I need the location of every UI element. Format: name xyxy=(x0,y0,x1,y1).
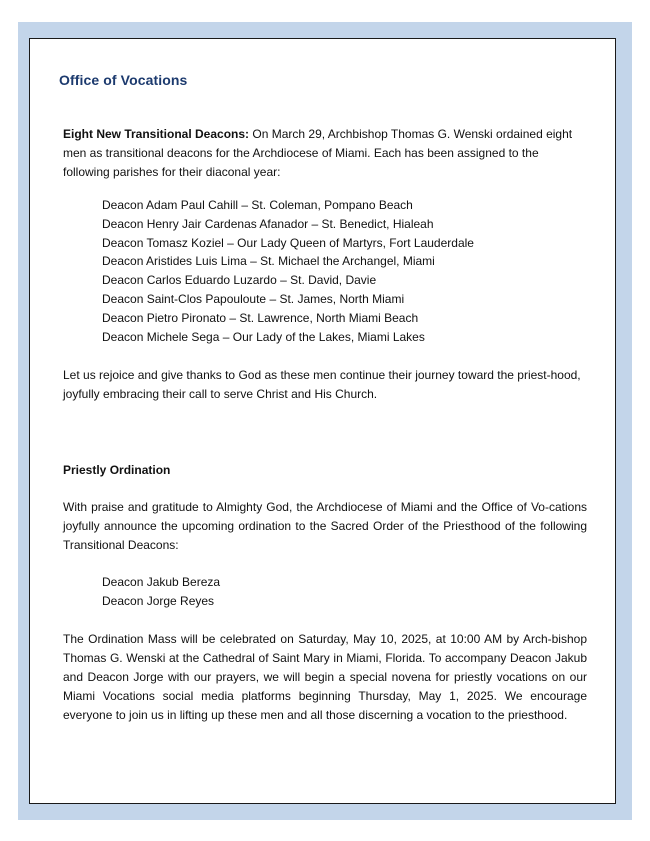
list-item: Deacon Saint-Clos Papouloute – St. James, North Miami xyxy=(102,291,405,306)
list-item: Deacon Michele Sega – Our Lady of the Lakes, Miami Lakes xyxy=(102,329,425,344)
list-item: Deacon Aristides Luis Lima – St. Michael the Archangel, Miami xyxy=(102,254,435,269)
deacons-intro-text: On March 29, Archbishop Thomas G. Wenski ordained eight men as transitional deacons for the Archdiocese of Miami. Each has been assigned to the following parishes for their diaconal year: xyxy=(63,127,573,179)
list-item: Deacon Adam Paul Cahill – St. Coleman, Pompano Beach xyxy=(102,198,413,212)
ordination-closing-paragraph: The Ordination Mass will be celebrated on Saturday, May 10, 2025, at 10:00 AM by Arch-bishop Thomas G. Wenski at the Cathedral of Saint Mary in Miami, Florida. To accompany Deacon Jakub and Deacon Jorge with our prayers, we will begin a special novena for priestly vocations on our Miami Vocations social media platforms beginning Thursday, May 1, 2025. We encourage everyone to join us in lifting up these men and all those discerning a vocation to the priesthood. xyxy=(63,632,587,722)
list-item: Deacon Henry Jair Cardenas Afanador – St. Benedict, Hialeah xyxy=(102,216,434,231)
deacons-heading: Eight New Transitional Deacons: xyxy=(63,127,250,141)
deacon-assignments-list xyxy=(102,196,587,346)
ordination-deacons-list xyxy=(102,573,587,611)
list-item: Deacon Jakub Bereza xyxy=(102,575,221,589)
ordination-intro-paragraph: With praise and gratitude to Almighty God, the Archdiocese of Miami and the Office of Vo-cations joyfully announce the upcoming ordination to the Sacred Order of the Priesthood of the following Transitional Deacons: xyxy=(63,500,587,552)
deacons-closing-paragraph: Let us rejoice and give thanks to God as these men continue their journey toward the priest-hood, joyfully embracing their call to serve Christ and His Church. xyxy=(63,368,581,401)
list-item: Deacon Pietro Pironato – St. Lawrence, North Miami Beach xyxy=(102,310,419,325)
ordination-heading: Priestly Ordination xyxy=(63,463,171,477)
list-item: Deacon Carlos Eduardo Luzardo – St. David, Davie xyxy=(102,273,377,288)
list-item: Deacon Tomasz Koziel – Our Lady Queen of Martyrs, Fort Lauderdale xyxy=(102,235,474,250)
deacons-intro-paragraph xyxy=(63,125,587,182)
office-heading: Office of Vocations xyxy=(59,72,188,88)
list-item: Deacon Jorge Reyes xyxy=(102,593,215,608)
